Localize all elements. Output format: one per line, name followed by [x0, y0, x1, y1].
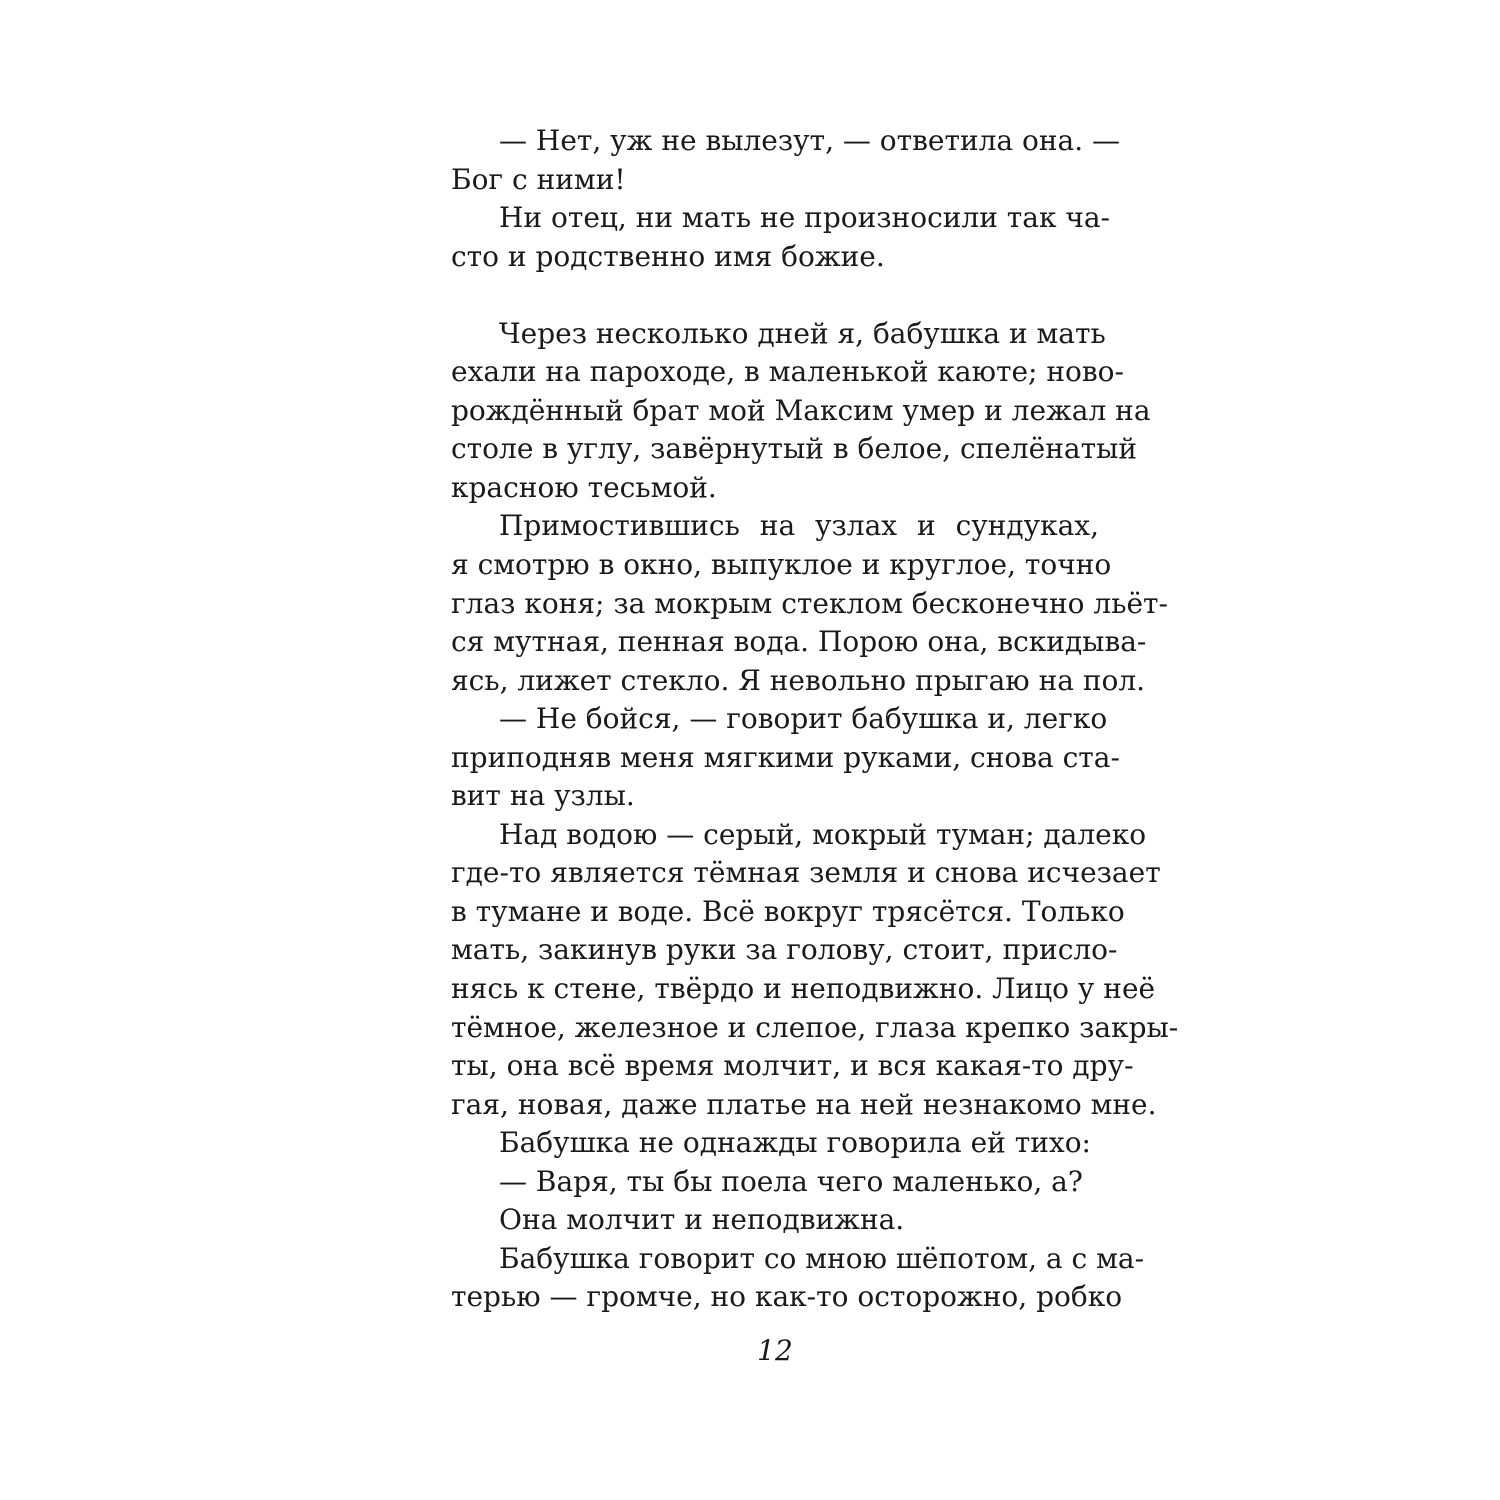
text-line: — Нет, уж не вылезут, — ответила она. — — [499, 124, 1121, 157]
text-line: Она молчит и неподвижна. — [499, 1203, 905, 1237]
section-break — [451, 276, 1099, 315]
text-line: Через несколько дней я, бабушка и мать — [499, 316, 1106, 350]
text-line: Ни отец, ни мать не произносили так ча- — [499, 201, 1111, 235]
text-line: нясь к стене, твёрдо и неподвижно. Лицо у неё — [451, 972, 1156, 1006]
body-text — [451, 122, 1179, 1317]
text-line: где-то является тёмная земля и снова исчезает — [451, 856, 1161, 890]
text-line: — Не бойся, — говорит бабушка и, легко — [499, 702, 1108, 736]
text-line: Бабушка говорит со мною шёпотом, а с ма- — [499, 1241, 1145, 1275]
text-line: мать, закинув руки за голову, стоит, присло- — [451, 933, 1118, 967]
text-line: терью — громче, но как-то осторожно, робко — [451, 1280, 1123, 1314]
text-line: красною тесьмой. — [451, 470, 717, 504]
text-line: ся мутная, пенная вода. Порою она, вскидыва- — [451, 625, 1147, 659]
text-line: Бог с ними! — [451, 162, 626, 196]
text-line: — Варя, ты бы поела чего маленько, а? — [499, 1164, 1083, 1198]
text-line: глаз коня; за мокрым стеклом бесконечно льёт- — [451, 586, 1168, 620]
text-line: сто и родственно имя божие. — [451, 239, 885, 273]
text-line: приподняв меня мягкими руками, снова ста- — [451, 740, 1120, 774]
text-line: я смотрю в окно, выпуклое и круглое, точно — [451, 548, 1112, 582]
text-line: Бабушка не однажды говорила ей тихо: — [499, 1126, 1091, 1160]
text-line: тёмное, железное и слепое, глаза крепко закры- — [451, 1010, 1179, 1044]
text-line: ясь, лижет стекло. Я невольно прыгаю на пол. — [451, 663, 1146, 697]
text-line: ты, она всё время молчит, и вся какая-то дру- — [451, 1049, 1134, 1083]
text-line: Над водою — серый, мокрый туман; далеко — [499, 817, 1147, 851]
text-line: ехали на пароходе, в маленькой каюте; ново- — [451, 355, 1124, 389]
text-line: гая, новая, даже платье на ней незнакомо мне. — [451, 1087, 1157, 1121]
text-line: в тумане и воде. Всё вокруг трясётся. Только — [451, 894, 1125, 928]
text-line: рождённый брат мой Максим умер и лежал на — [451, 393, 1151, 427]
page-number: 12 — [757, 1334, 793, 1367]
text-line: вит на узлы. — [451, 779, 635, 813]
text-line: Примостившись на узлах и сундуках, — [499, 509, 1099, 543]
text-line: столе в углу, завёрнутый в белое, спелёнатый — [451, 432, 1138, 466]
